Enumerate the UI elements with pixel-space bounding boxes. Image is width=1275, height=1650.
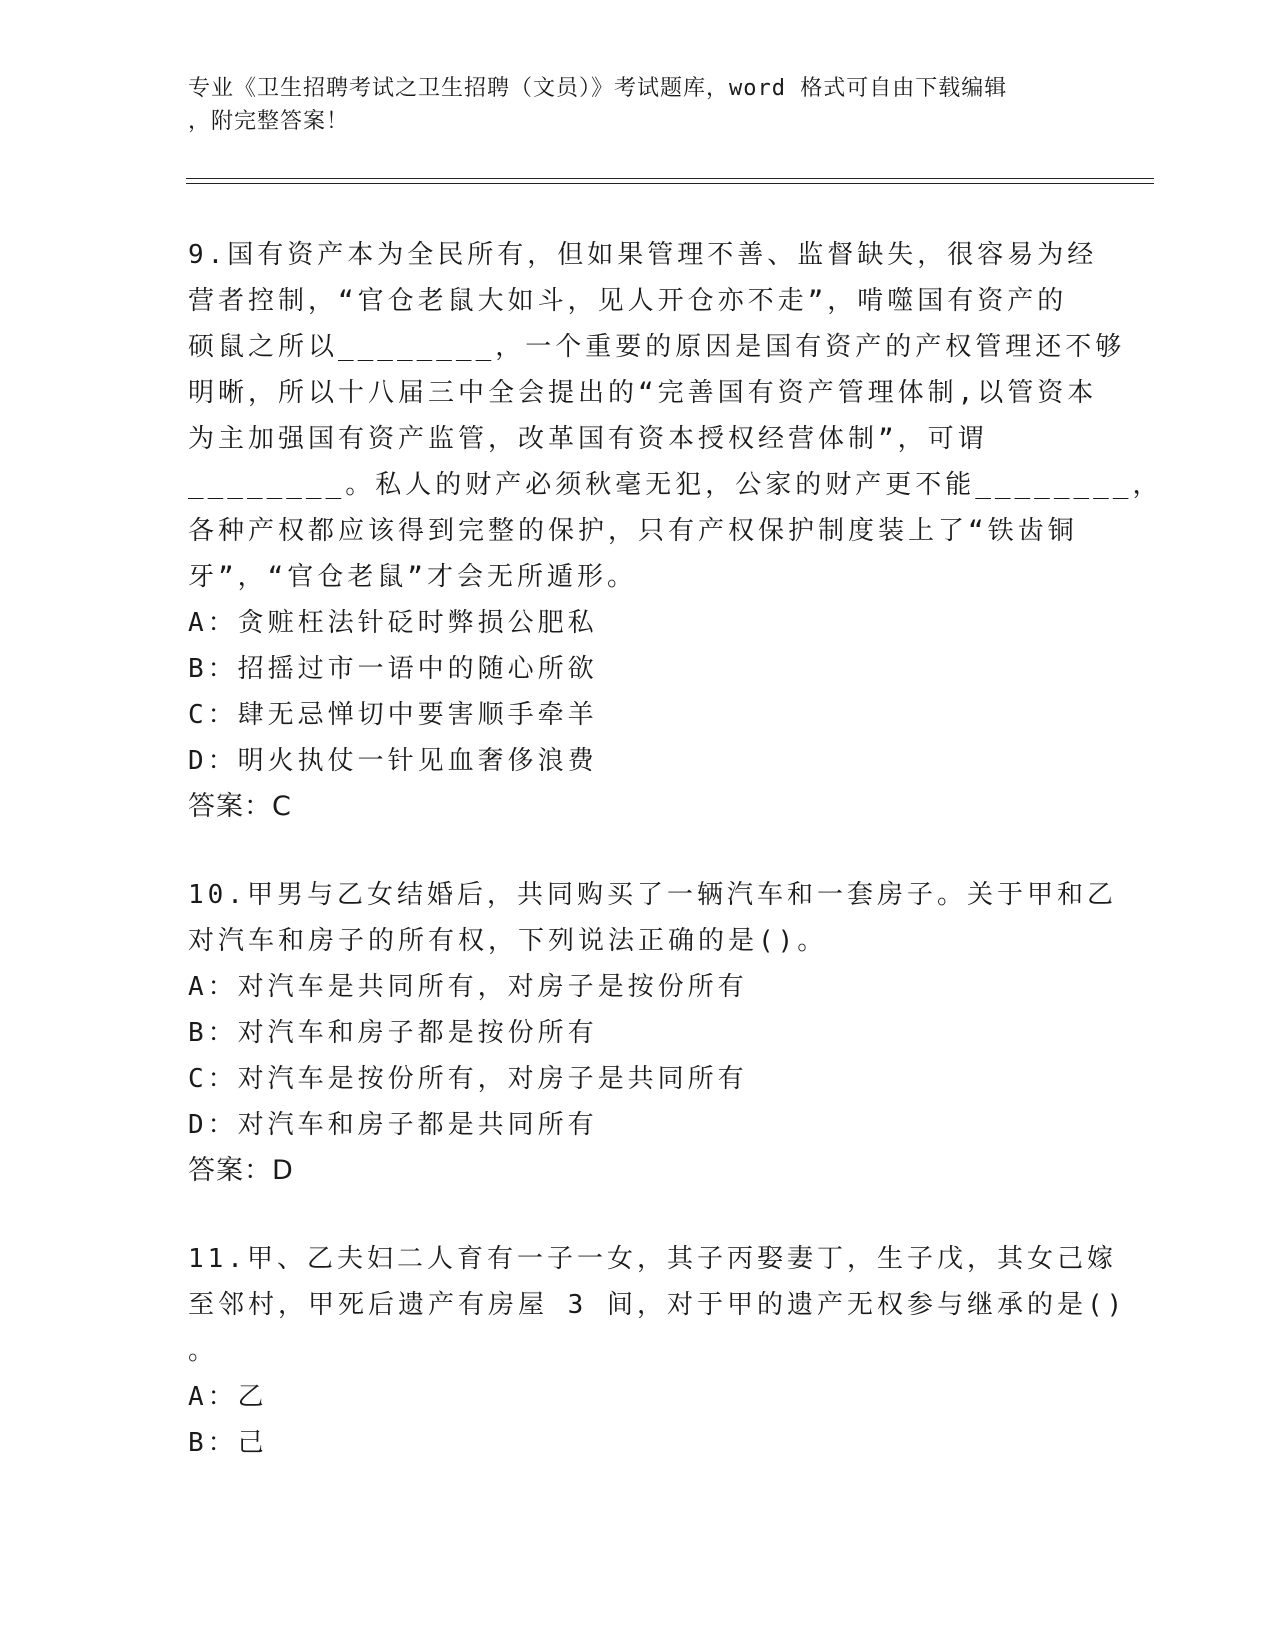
option-c: C：肆无忌惮切中要害顺手牵羊 <box>188 700 598 730</box>
document-header <box>188 72 1088 138</box>
question-10 <box>188 872 1117 1194</box>
question-text-line: 为主加强国有资产监管，改革国有资本授权经营体制”，可谓 <box>188 424 988 454</box>
question-11 <box>188 1236 1127 1466</box>
question-text-line: 10.甲男与乙女结婚后，共同购买了一辆汽车和一套房子。关于甲和乙 <box>188 880 1117 910</box>
option-c: C：对汽车是按份所有，对房子是共同所有 <box>188 1064 748 1094</box>
option-d: D：对汽车和房子都是共同所有 <box>188 1110 598 1140</box>
question-text-line: ________。私人的财产必须秋毫无犯，公家的财产更不能________， <box>188 470 1163 500</box>
option-a: A：贪赃枉法针砭时弊损公肥私 <box>188 608 598 638</box>
option-d: D：明火执仗一针见血奢侈浪费 <box>188 746 598 776</box>
question-9 <box>188 232 1163 830</box>
question-text-line: 至邻村，甲死后遗产有房屋 3 间，对于甲的遗产无权参与继承的是() <box>188 1290 1127 1320</box>
option-a: A：乙 <box>188 1382 268 1412</box>
answer-label: 答案：C <box>188 791 292 822</box>
question-text-line: 9.国有资产本为全民所有，但如果管理不善、监督缺失，很容易为经 <box>188 240 1098 270</box>
question-text-line: 各种产权都应该得到完整的保护，只有产权保护制度装上了“铁齿铜 <box>188 516 1078 546</box>
question-text-line: 明晰，所以十八届三中全会提出的“完善国有资产管理体制,以管资本 <box>188 378 1098 408</box>
answer-label: 答案：D <box>188 1155 294 1186</box>
question-text-line: 对汽车和房子的所有权，下列说法正确的是()。 <box>188 926 828 956</box>
question-text-line: 硕鼠之所以________，一个重要的原因是国有资产的产权管理还不够 <box>188 332 1126 362</box>
header-divider-top <box>186 178 1154 179</box>
option-a: A：对汽车是共同所有，对房子是按份所有 <box>188 972 748 1002</box>
question-text-line: 营者控制，“官仓老鼠大如斗，见人开仓亦不走”，啃噬国有资产的 <box>188 286 1068 316</box>
option-b: B：己 <box>188 1428 268 1458</box>
question-text-line: 牙”，“官仓老鼠”才会无所遁形。 <box>188 562 637 592</box>
option-b: B：招摇过市一语中的随心所欲 <box>188 654 598 684</box>
header-line-1: 专业《卫生招聘考试之卫生招聘（文员）》考试题库，word 格式可自由下载编辑 <box>188 76 1008 101</box>
question-text-line: 。 <box>188 1336 219 1366</box>
header-divider-bottom <box>186 183 1154 184</box>
option-b: B：对汽车和房子都是按份所有 <box>188 1018 598 1048</box>
header-line-2: ，附完整答案！ <box>188 109 350 134</box>
question-text-line: 11.甲、乙夫妇二人育有一子一女，其子丙娶妻丁，生子戊，其女己嫁 <box>188 1244 1117 1274</box>
